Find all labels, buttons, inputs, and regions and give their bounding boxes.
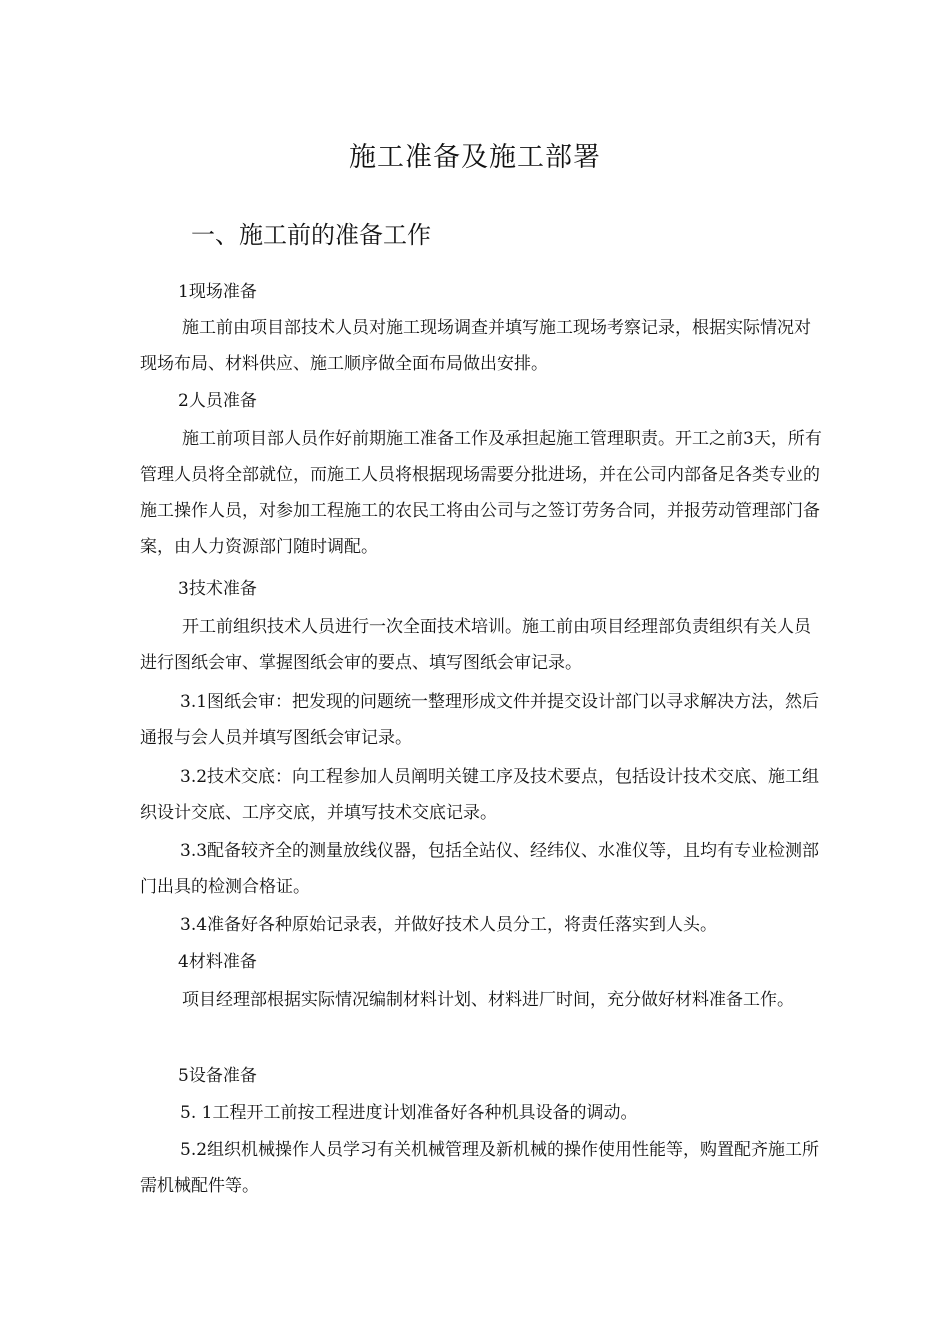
- section-heading: 一、施工前的准备工作: [191, 221, 431, 249]
- paragraph-materials-preparation: 项目经理部根据实际情况编制材料计划、材料进厂时间，充分做好材料准备工作。: [182, 990, 794, 1010]
- paragraph-survey-instruments: 3.3配备较齐全的测量放线仪器，包括全站仪、经纬仪、水准仪等，且均有专业检测部门出具的检测合格证。: [140, 841, 820, 897]
- paragraph-records-assignment: 3.4准备好各种原始记录表，并做好技术人员分工，将责任落实到人头。: [180, 915, 718, 935]
- paragraph-drawing-review: 3.1图纸会审：把发现的问题统一整理形成文件并提交设计部门以寻求解决方法，然后通报与会人员并填写图纸会审记录。: [140, 692, 820, 748]
- subsection-heading-technical: 3技术准备: [178, 579, 257, 599]
- subsection-heading-personnel: 2人员准备: [178, 391, 257, 411]
- paragraph-technical-preparation: 开工前组织技术人员进行一次全面技术培训。施工前由项目经理部负责组织有关人员进行图纸会审、掌握图纸会审的要点、填写图纸会审记录。: [140, 617, 811, 673]
- paragraph-technical-disclosure: 3.2技术交底：向工程参加人员阐明关键工序及技术要点，包括设计技术交底、施工组织设计交底、工序交底，并填写技术交底记录。: [140, 767, 820, 823]
- document-title: 施工准备及施工部署: [349, 142, 601, 173]
- paragraph-site-preparation: 施工前由项目部技术人员对施工现场调查并填写施工现场考察记录，根据实际情况对现场布局、材料供应、施工顺序做全面布局做出安排。: [140, 318, 811, 374]
- paragraph-equipment-dispatch: 5. 1工程开工前按工程进度计划准备好各种机具设备的调动。: [180, 1103, 638, 1123]
- subsection-heading-materials: 4材料准备: [178, 952, 257, 972]
- paragraph-personnel-preparation: 施工前项目部人员作好前期施工准备工作及承担起施工管理职责。开工之前3天，所有管理人员将全部就位，而施工人员将根据现场需要分批进场，并在公司内部备足各类专业的施工操作人员，对参加工程施工的农民工将由公司与之签订劳务合同，并报劳动管理部门备案，由人力资源部门随时调配。: [140, 429, 822, 557]
- subsection-heading-equipment: 5设备准备: [178, 1066, 257, 1086]
- subsection-heading-site: 1现场准备: [178, 282, 257, 302]
- paragraph-machinery-training: 5.2组织机械操作人员学习有关机械管理及新机械的操作使用性能等，购置配齐施工所需机械配件等。: [140, 1140, 820, 1196]
